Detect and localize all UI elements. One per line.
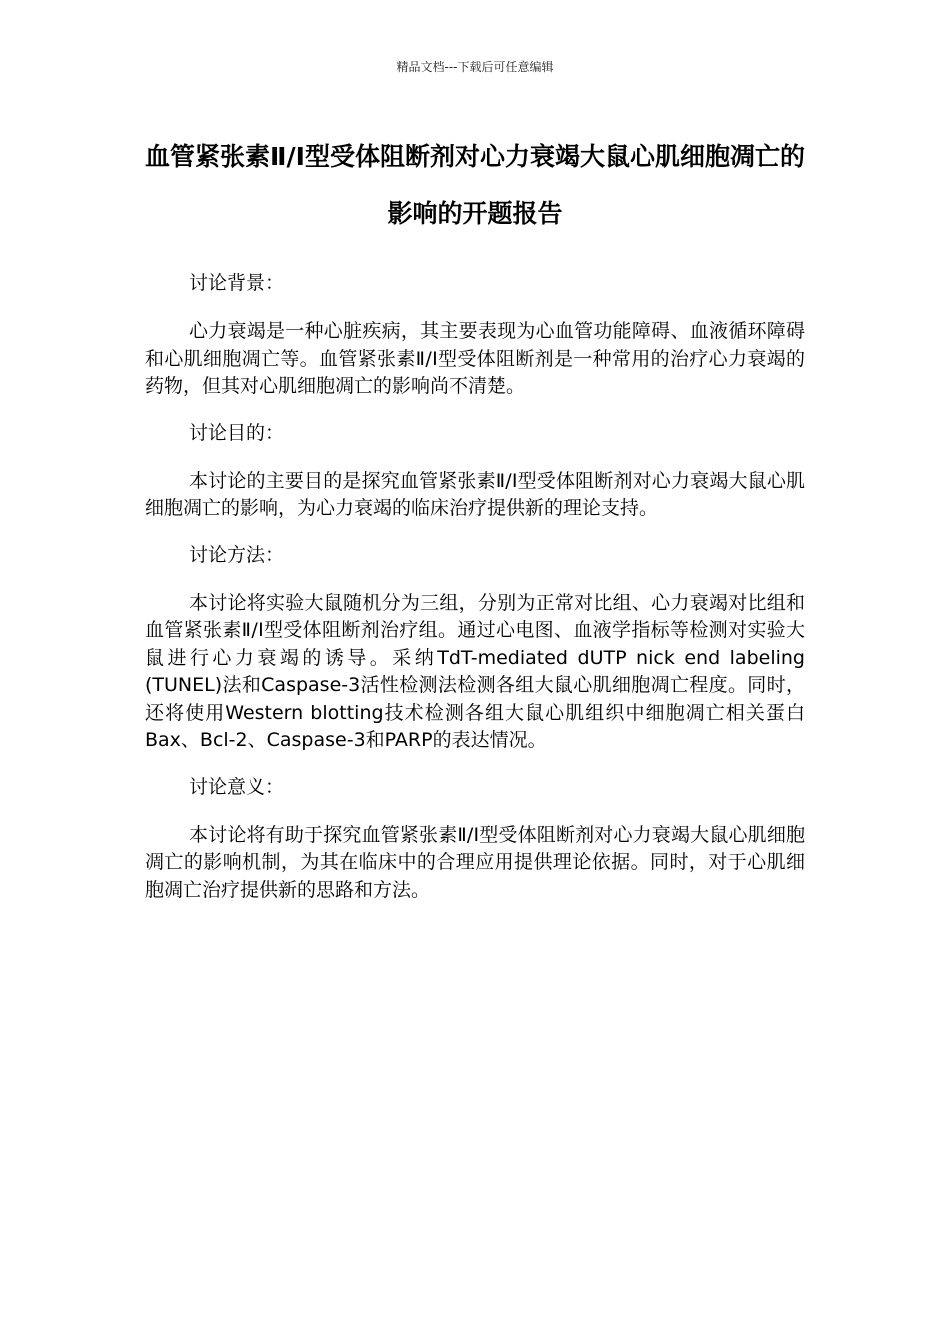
section-heading-significance: 讨论意义： bbox=[189, 775, 285, 798]
document-body bbox=[145, 270, 805, 923]
section-body-purpose: 本讨论的主要目的是探究血管紧张素Ⅱ/Ⅰ型受体阻断剂对心力衰竭大鼠心肌细胞凋亡的影响，为心力衰竭的临床治疗提供新的理论支持。 bbox=[145, 469, 805, 519]
document-title: 血管紧张素Ⅱ/Ⅰ型受体阻断剂对心力衰竭大鼠心肌细胞凋亡的影响的开题报告 bbox=[145, 142, 805, 228]
section-body-methods: 本讨论将实验大鼠随机分为三组，分别为正常对比组、心力衰竭对比组和血管紧张素Ⅱ/Ⅰ型受体阻断剂治疗组。通过心电图、血液学指标等检测对实验大鼠进行心力衰竭的诱导。采纳TdT-mediated dUTP nick end labeling (TUNEL)法和Caspase-3活性检测法检测各组大鼠心肌细胞凋亡程度。同时，还将使用Western blotting技术检测各组大鼠心肌组织中细胞凋亡相关蛋白Bax、Bcl-2、Caspase-3和PARP的表达情况。 bbox=[145, 591, 805, 751]
section-heading-purpose: 讨论目的： bbox=[189, 421, 285, 444]
section-heading-background: 讨论背景： bbox=[189, 272, 285, 294]
section-body-background: 心力衰竭是一种心脏疾病，其主要表现为心血管功能障碍、血液循环障碍和心肌细胞凋亡等。血管紧张素Ⅱ/Ⅰ型受体阻断剂是一种常用的治疗心力衰竭的药物，但其对心肌细胞凋亡的影响尚不清楚。 bbox=[145, 320, 805, 397]
section-body-significance: 本讨论将有助于探究血管紧张素Ⅱ/Ⅰ型受体阻断剂对心力衰竭大鼠心肌细胞凋亡的影响机制，为其在临床中的合理应用提供理论依据。同时，对于心肌细胞凋亡治疗提供新的思路和方法。 bbox=[145, 823, 805, 901]
header-note: 精品文档---下载后可任意编辑 bbox=[396, 60, 554, 74]
section-heading-methods: 讨论方法： bbox=[189, 543, 285, 566]
